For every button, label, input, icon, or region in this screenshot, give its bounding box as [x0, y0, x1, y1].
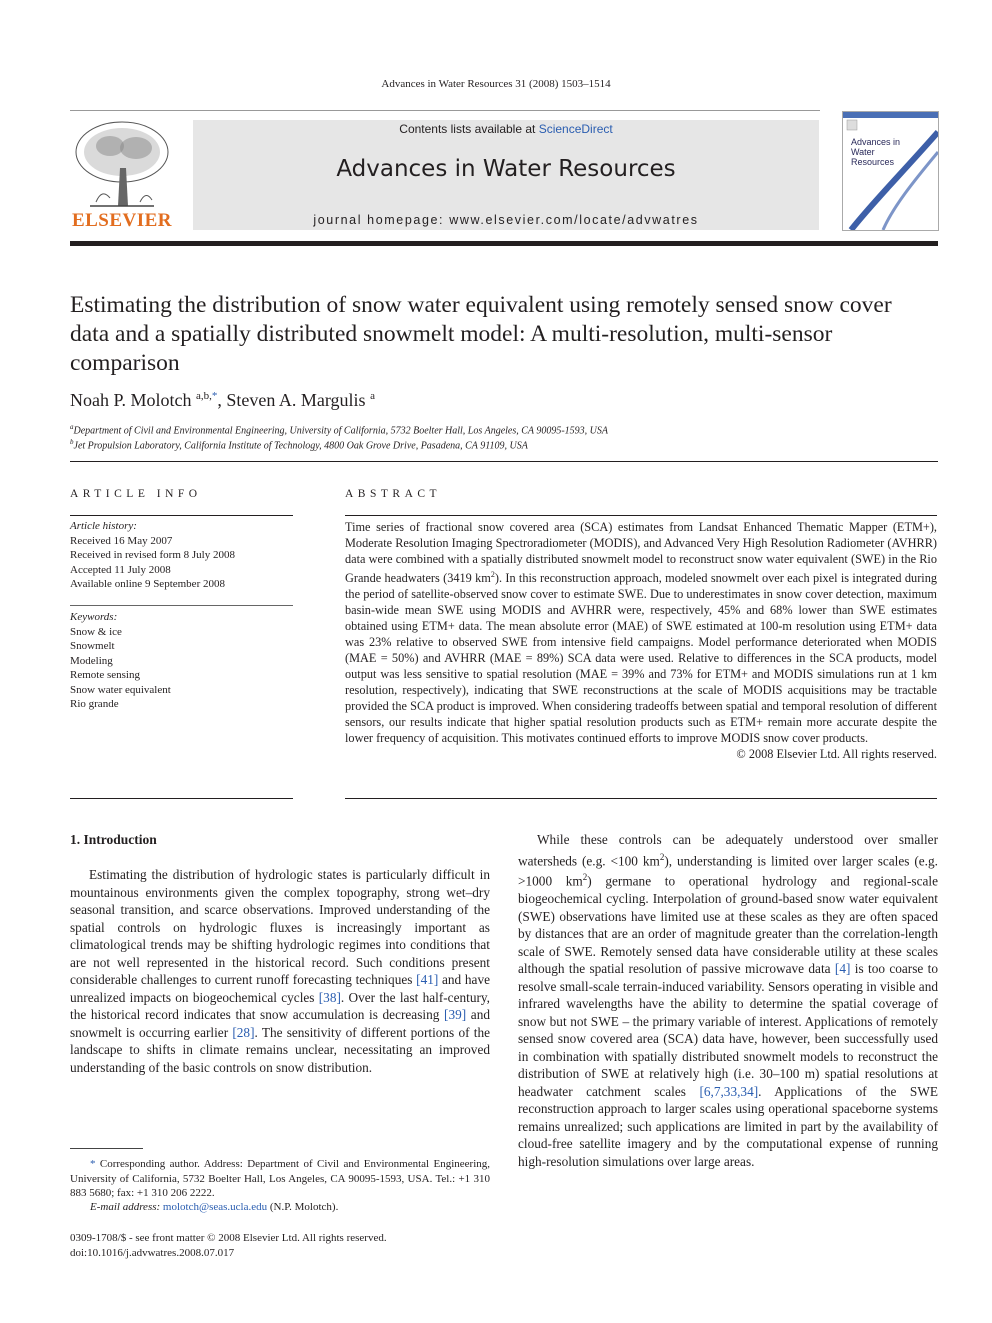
paragraph-text: is too coarse to resolve small-scale terrain-induced variability. Sensors operating in visible and infrared wavelengths have the ability to determine the spatial coverage of snow but not SWE – the primary variable of interest. Applications of remotely sensed snow covered area (SCA) data have, however, been successfully used in combination with spatially distributed snowmelt models to reconstruct the distribution of SWE at relatively high (i.e. 30–100 m) spatial resolutions at headwater catchment scales: [518, 961, 938, 1099]
contents-prefix: Contents lists available at: [399, 122, 539, 136]
right-column: [518, 831, 938, 1170]
author-name: Steven A. Margulis: [226, 390, 366, 410]
section-heading: 1. Introduction: [70, 832, 157, 847]
article-history: [70, 519, 293, 592]
issn-line: 0309-1708/$ - see front matter © 2008 Elsevier Ltd. All rights reserved.: [70, 1232, 387, 1244]
paragraph-text: and have unrealized impacts on biogeochemical cycles: [70, 972, 490, 1005]
footnote-corresponding: [70, 1157, 490, 1201]
paragraph-text: . Applications of the SWE reconstruction approach to larger scales using operational spaceborne systems remains unrealized; such applications are limited in part by the availability of cloud-free satellite imagery and by the computational expense of running high-resolution simulations over large areas.: [518, 1083, 938, 1169]
citation-link[interactable]: [28]: [232, 1024, 255, 1040]
citation-link[interactable]: [38]: [318, 989, 341, 1005]
citation-link[interactable]: [6,7,33,34]: [699, 1083, 759, 1099]
keyword: Modeling: [70, 654, 113, 667]
affiliation: [70, 423, 608, 436]
header-thick-rule: [70, 241, 938, 246]
abstract-bottom-rule: [345, 798, 937, 799]
header-rule: [70, 110, 820, 111]
journal-reference: Advances in Water Resources 31 (2008) 1503–1514: [381, 78, 611, 90]
affiliation-text: Jet Propulsion Laboratory, California Institute of Technology, 4800 Oak Grove Drive, Pasadena, CA 91109, USA: [73, 440, 528, 452]
email-label: E-mail address:: [90, 1201, 161, 1213]
elsevier-logo: [70, 118, 174, 232]
abstract-part: ). In this reconstruction approach, modeled snowmelt over each pixel is integrated during the period of satellite-observed snow cover to estimate SWE. Due to underestimates in snow cover detection, maximum basin-wide mean SWE using MODIS and AVHRR were, respectively, 45% and 68% lower than SWE estimates obtained using ETM+ data. The mean absolute error (MAE) of SWE estimated at 100-m resolution using ETM+ data was 23% relative to observed SWE from intensive field campaigns. Model performance deteriorated when MODIS (MAE = 50%) and AVHRR (MAE = 89%) SCA data were used. Relative to differences in the SCA products, model output was less sensitive to spatial resolution (MAE = 39% and 73% for ETM+ and MODIS simulations run at 1 km resolution, respectively), indicating that SWE reconstructions at the scale of MODIS acquisitions may be tractable provided the SCA product is improved. When considering tradeoffs between spatial and temporal resolution of different sensors, our results indicate that higher spatial resolution products such as ETM+ remain more accurate despite the lower frequency of acquisition. This motivates continued efforts to improve MODIS snow cover products.: [345, 571, 938, 746]
keywords-label: Keywords:: [70, 611, 118, 623]
history-label: Article history:: [70, 520, 137, 532]
article-info-rule: [70, 515, 293, 516]
authors: [70, 390, 375, 411]
article-info-bottom-rule: [70, 798, 293, 799]
keywords-rule: [70, 605, 293, 606]
abstract-text: [345, 519, 937, 746]
author-affil-marks: a,b,: [196, 390, 212, 402]
journal-cover: [842, 111, 939, 231]
history-item: Accepted 11 July 2008: [70, 563, 171, 576]
author-affil-marks: a: [370, 390, 375, 402]
left-column: [70, 866, 490, 1076]
doi-line: doi:10.1016/j.advwatres.2008.07.017: [70, 1246, 235, 1259]
affiliation: [70, 438, 528, 451]
paragraph-text: and snowmelt is occurring earlier: [70, 1007, 491, 1040]
keyword: Snow & ice: [70, 625, 122, 638]
footnote-mark[interactable]: *: [90, 1158, 96, 1170]
history-item: Received in revised form 8 July 2008: [70, 549, 235, 561]
history-item: Available online 9 September 2008: [70, 578, 225, 590]
corresponding-author-mark[interactable]: *: [211, 390, 218, 402]
email-link[interactable]: molotch@seas.ucla.edu: [162, 1201, 268, 1213]
affiliation-mark: b: [70, 438, 74, 446]
cover-title: Advances in Water Resources: [851, 137, 901, 167]
email-suffix: (N.P. Molotch).: [267, 1201, 339, 1213]
intro-paragraph: [70, 866, 490, 1076]
journal-banner: [193, 120, 819, 230]
paragraph-text: ) germane to operational hydrology and regional-scale biogeochemical cycling. Interpolation of ground-based snow water equivalent (SWE) observations have limited use at these scales as they are often spaced by distances that are an order of magnitude greater than the correlation-length scale of SWE. Remotely sensed data have considerable utility at these scales although the spatial resolution of passive microwave data: [518, 873, 938, 977]
superscript: 2: [582, 872, 588, 883]
front-matter: [70, 1231, 490, 1260]
contents-line: [193, 122, 819, 136]
citation-link[interactable]: [39]: [444, 1007, 467, 1022]
author-separator: ,: [217, 390, 227, 410]
intro-paragraph: [518, 831, 938, 1170]
affiliation-text: Department of Civil and Environmental Engineering, University of California, 5732 Boelter Hall, Los Angeles, CA 90095-1593, USA: [73, 425, 608, 437]
affiliation-mark: a: [70, 423, 74, 431]
abstract-copyright: © 2008 Elsevier Ltd. All rights reserved.: [736, 747, 937, 762]
abstract-rule: [345, 515, 937, 516]
footnote-rule: [70, 1148, 143, 1149]
abstract-heading: ABSTRACT: [345, 488, 442, 500]
author-name: Noah P. Molotch: [70, 390, 192, 410]
paragraph-text: . The sensitivity of different portions of the landscape to shifts in climate remains unclear, necessitating an improved understanding of the basic controls on snow distribution.: [70, 1024, 490, 1075]
article-info-heading: ARTICLE INFO: [70, 488, 202, 500]
footnote-email: [90, 1200, 490, 1215]
affiliation-rule: [70, 461, 938, 462]
paragraph-text: While these controls can be adequately understood over smaller watersheds (e.g. <100 km: [518, 832, 938, 868]
keyword: Rio grande: [70, 698, 119, 710]
journal-homepage[interactable]: journal homepage: www.elsevier.com/locate/advwatres: [313, 213, 699, 227]
keywords: [70, 610, 293, 712]
paragraph-text: Estimating the distribution of hydrologic states is particularly difficult in mountainous environments given the complex topography, strong wet–dry seasonal transition, and scarce observations. Improved understanding of the spatial controls on hydrologic fluxes is increasingly important as climatological trends may be shifting hydrologic regimes into conditions that are not well represented in the historical record. Such conditions present considerable challenges to current runoff forecasting techniques: [70, 867, 490, 987]
paragraph-text: ), understanding is limited over larger scales (e.g. >1000 km: [518, 852, 938, 889]
paragraph-text: . Over the last half-century, the historical record indicates that snow accumulation is decreasing: [70, 989, 491, 1022]
history-item: Received 16 May 2007: [70, 534, 173, 547]
article-title: Estimating the distribution of snow water equivalent using remotely sensed snow cover data and a spatially distributed snowmelt model: A multi-resolution, multi-sensor comparison: [70, 292, 892, 376]
footnote-text: Corresponding author. Address: Department of Civil and Environmental Engineering, University of California, 5732 Boelter Hall, Los Angeles, CA 90095-1593, USA. Tel.: +1 310 883 5680; fax: +1 310 206 2222.: [70, 1158, 490, 1199]
citation-link[interactable]: [4]: [834, 961, 851, 977]
keyword: Snowmelt: [70, 640, 115, 652]
journal-name: Advances in Water Resources: [336, 156, 676, 182]
keyword: Snow water equivalent: [70, 683, 171, 696]
keyword: Remote sensing: [70, 669, 140, 681]
abstract-part: Time series of fractional snow covered area (SCA) estimates from Landsat Enhanced Thematic Mapper (ETM+), Moderate Resolution Imaging Spectroradiometer (MODIS), and Advanced Very High Resolution Radiometer (AVHRR) data were combined with a spatially distributed snowmelt model to reconstruct snow water equivalent (SWE) in the Rio Grande headwaters (3419 km: [345, 520, 937, 586]
citation-link[interactable]: [41]: [416, 972, 439, 987]
sciencedirect-link[interactable]: ScienceDirect: [538, 122, 613, 136]
tree-logo-icon: [70, 118, 174, 210]
abstract-body: [345, 519, 937, 762]
elsevier-wordmark: ELSEVIER: [71, 210, 173, 231]
superscript: 2: [490, 570, 495, 579]
superscript: 2: [659, 851, 665, 862]
cover-swoosh-icon: [843, 112, 938, 230]
